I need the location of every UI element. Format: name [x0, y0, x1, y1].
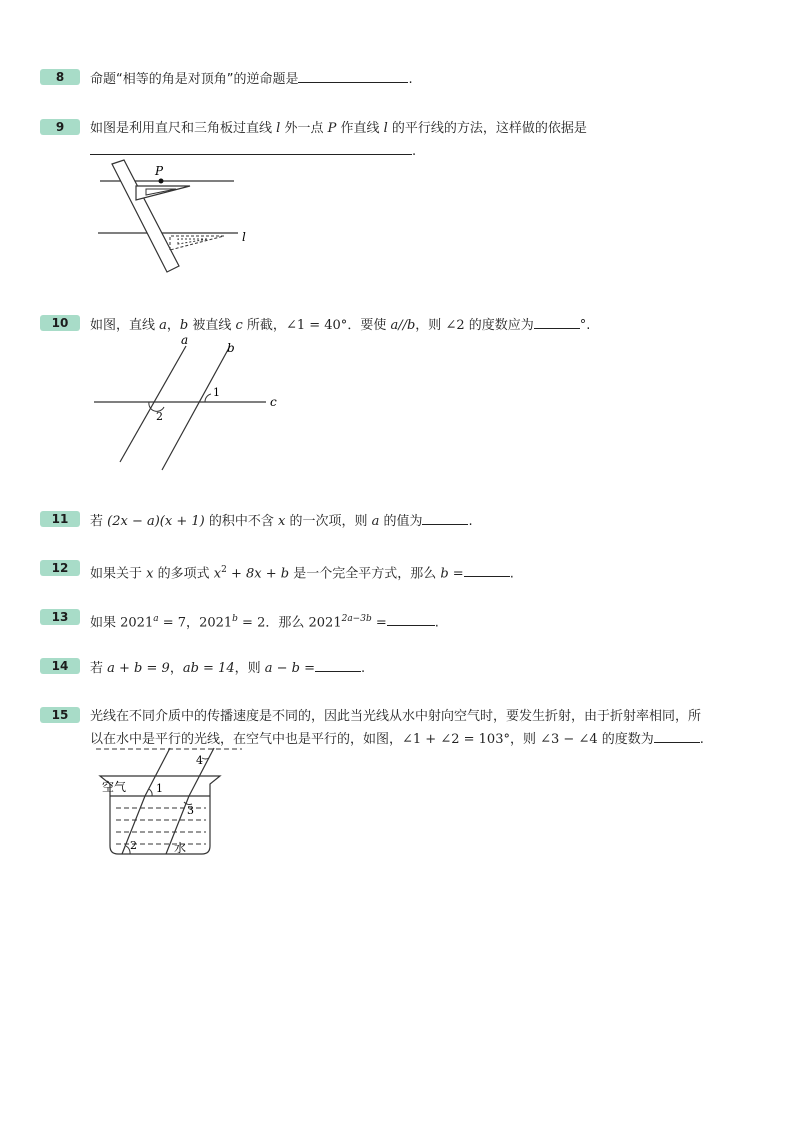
question-number: 15: [40, 707, 80, 723]
answer-blank[interactable]: [654, 728, 700, 743]
question-text: 如图，直线 a，b 被直线 c 所截，∠1 = 40°．要使 a//b，则 ∠2 的度数应为 °.: [90, 314, 590, 337]
question-text: 如果 $2021^a = 7$，$2021^b = 2$．那么 $2021^{2a-3b}$ = .: [90, 608, 439, 634]
label-angle-1: 1: [156, 782, 163, 795]
question-text: 命题“相等的角是对顶角”的逆命题是 .: [90, 68, 413, 91]
label-b: b: [227, 341, 235, 355]
answer-blank[interactable]: [90, 140, 412, 155]
question-number: 8: [40, 69, 80, 85]
answer-blank[interactable]: [387, 611, 435, 626]
question-text: 光线在不同介质中的传播速度是不同的，因此当光线从水中射向空气时，要发生折射，由于折射率相同，所: [90, 709, 702, 724]
label-angle-3: 3: [187, 804, 194, 817]
label-a: a: [181, 333, 189, 347]
label-p: P: [155, 164, 164, 178]
figure-parallel-lines: [90, 332, 290, 472]
label-l: l: [242, 230, 246, 244]
label-c: c: [270, 395, 277, 409]
answer-blank[interactable]: [298, 68, 408, 83]
question-number: 13: [40, 609, 80, 625]
question-text: 若 (2x − a)(x + 1) 的积中不含 x 的一次项，则 a 的值为 .: [90, 510, 473, 533]
question-text-line2: .: [90, 140, 416, 163]
question-text: 若 a + b = 9，ab = 14，则 a − b = .: [90, 657, 365, 680]
label-air: 空气: [102, 780, 127, 794]
question-number: 11: [40, 511, 80, 527]
answer-blank[interactable]: [534, 314, 580, 329]
figure-ruler-triangle: [90, 158, 260, 278]
label-angle-2: 2: [130, 839, 137, 852]
label-angle-4: 4: [196, 754, 203, 767]
label-water: 水: [174, 841, 187, 855]
question-text: 如图是利用直尺和三角板过直线 l 外一点 P 作直线 l 的平行线的方法，这样做的依据是: [90, 121, 587, 136]
figure-water-refraction: [92, 746, 252, 862]
answer-blank[interactable]: [315, 657, 361, 672]
question-number: 12: [40, 560, 80, 576]
question-number: 9: [40, 119, 80, 135]
answer-blank[interactable]: [464, 562, 510, 577]
question-text: 如果关于 x 的多项式 $x^2 + 8x + b$ 是一个完全平方式，那么 b = .: [90, 559, 514, 585]
answer-blank[interactable]: [422, 510, 468, 525]
question-number: 14: [40, 658, 80, 674]
question-number: 10: [40, 315, 80, 331]
label-angle-1: 1: [213, 386, 220, 399]
question-text-line2: 以在水中是平行的光线，在空气中也是平行的，如图，∠1 + ∠2 = 103°，则 ∠3 − ∠4 的度数为 .: [90, 728, 704, 751]
label-angle-2: 2: [156, 410, 163, 423]
